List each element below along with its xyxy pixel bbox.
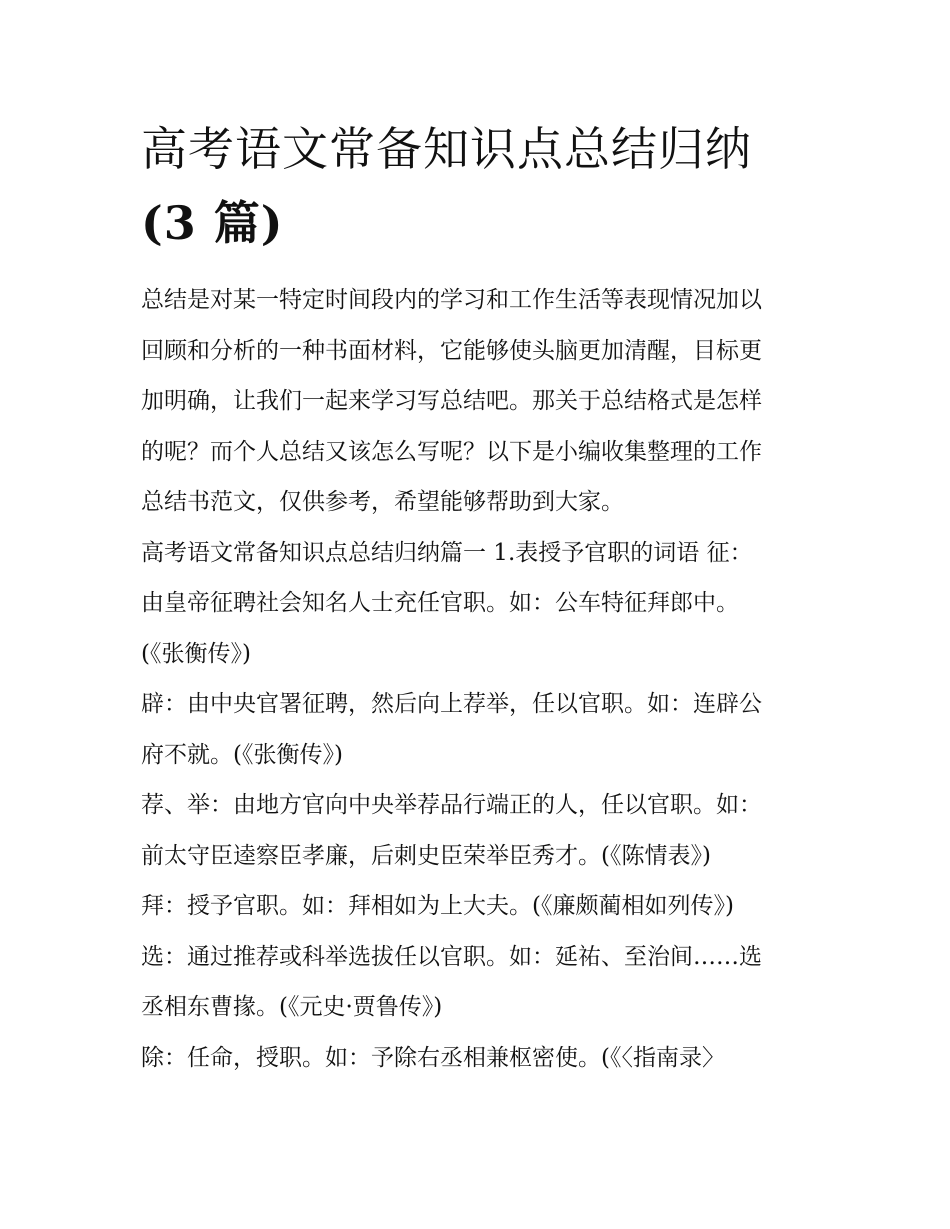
body-line: 前太守臣逵察臣孝廉，后刺史臣荣举臣秀才。(《陈情表》) — [141, 842, 711, 869]
body-line: 回顾和分析的一种书面材料，它能够使头脑更加清醒，目标更 — [141, 337, 762, 364]
body-line: 由皇帝征聘社会知名人士充任官职。如：公车特征拜郎中。 — [141, 590, 739, 616]
body-line: (《张衡传》) — [141, 640, 251, 667]
body-line: 丞相东曹掾。(《元史·贾鲁传》) — [141, 994, 443, 1020]
body-line: 拜：授予官职。如：拜相如为上大夫。(《廉颇蔺相如列传》) — [141, 893, 734, 919]
document-title — [141, 112, 821, 260]
title-line-1: 高考语文常备知识点总结归纳 — [141, 122, 752, 176]
body-line: 加明确，让我们一起来学习写总结吧。那关于总结格式是怎样 — [141, 388, 762, 414]
body-line: 的呢？而个人总结又该怎么写呢？以下是小编收集整理的工作 — [141, 438, 762, 465]
body-line: 高考语文常备知识点总结归纳篇一 1.表授予官职的词语 征： — [141, 539, 753, 566]
body-line: 总结是对某一特定时间段内的学习和工作生活等表现情况加以 — [141, 287, 762, 313]
body-line: 除：任命，授职。如：予除右丞相兼枢密使。(《〈指南录〉 — [141, 1044, 725, 1071]
title-line-2: (3 篇) — [141, 196, 284, 250]
document-body — [141, 275, 821, 1083]
body-line: 选：通过推荐或科举选拔任以官职。如：延祐、至治间……选 — [141, 943, 762, 970]
body-line: 荐、举：由地方官向中央举荐品行端正的人，任以官职。如： — [141, 792, 762, 818]
body-line: 总结书范文，仅供参考，希望能够帮助到大家。 — [141, 489, 624, 515]
body-line: 辟：由中央官署征聘，然后向上荐举，任以官职。如：连辟公 — [141, 691, 762, 717]
body-line: 府不就。(《张衡传》) — [141, 741, 343, 768]
